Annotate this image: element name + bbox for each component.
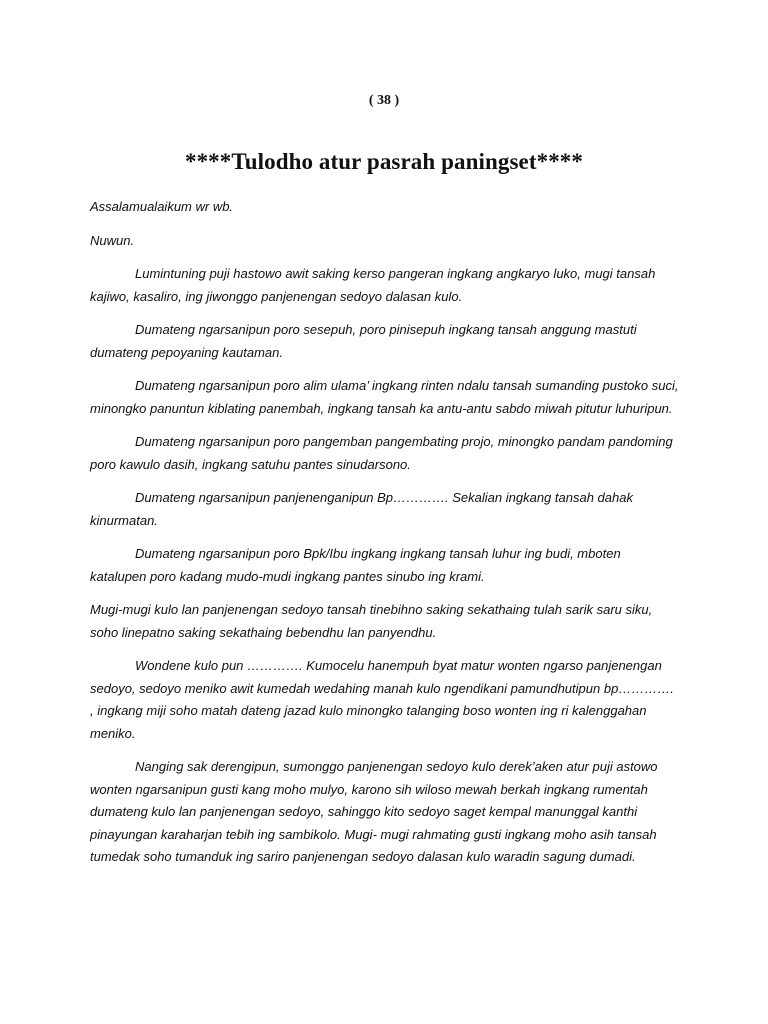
- opening-praise-paragraph: Lumintuning puji hastowo awit saking kerso pangeran ingkang angkaryo luko, mugi tansah kajiwo, kasaliro, ing jiwonggo panjenengan sedoyo dalasan kulo.: [90, 266, 656, 304]
- address-officials-paragraph: Dumateng ngarsanipun poro pangemban pangembating projo, minongko pandam pandoming poro kawulo dasih, ingkang satuhu pantes sinudarsono.: [90, 434, 673, 472]
- address-host-paragraph: Dumateng ngarsanipun panjenenganipun Bp…………. Sekalian ingkang tansah dahak kinurmatan.: [90, 490, 633, 528]
- page-title: ****Tulodho atur pasrah paningset****: [184, 149, 583, 174]
- address-elders-paragraph: Dumateng ngarsanipun poro sesepuh, poro pinisepuh ingkang tansah anggung mastuti dumateng pepoyaning kautaman.: [90, 322, 637, 360]
- address-guests-paragraph: Dumateng ngarsanipun poro Bpk/Ibu ingkang ingkang tansah luhur ing budi, mboten katalupen poro kadang mudo-mudi ingkang pantes sinubo ing krami.: [90, 546, 621, 584]
- closing-praise-paragraph: Nanging sak derengipun, sumonggo panjenengan sedoyo kulo derek’aken atur puji astowo wonten ngarsanipun gusti kang moho mulyo, karono sih wiloso mewah berkah ingkang rumentah dumateng kulo lan panjenengan sedoyo, sahinggo kito sedoyo saget kempal manunggal kanthi pinayungan karaharjan tebih ing sambikolo. Mugi- mugi rahmating gusti ingkang moho asih tansah tumedak soho tumanduk ing sariro panjenengan sedoyo dalasan kulo waradin sagung dumadi.: [90, 759, 658, 864]
- address-ulama-paragraph: Dumateng ngarsanipun poro alim ulama’ ingkang rinten ndalu tansah sumanding pustoko suci, minongko panuntun kiblating panembah, ingkang tansah ka antu-antu sabdo miwah pitutur luhuripun.: [90, 378, 679, 416]
- speaker-introduction-paragraph: Wondene kulo pun …………. Kumocelu hanempuh byat matur wonten ngarso panjenengan sedoyo, sedoyo meniko awit kumedah wedahing manah kulo ngendikani pamundhutipun bp…………. , ingkang miji soho matah dateng jazad kulo minongko talanging boso wonten ing ri kalenggahan meniko.: [90, 658, 674, 741]
- document-body: [90, 196, 680, 880]
- nuwun-paragraph: Nuwun.: [90, 232, 135, 248]
- page-number: ( 38 ): [368, 93, 400, 108]
- prayer-paragraph: Mugi-mugi kulo lan panjenengan sedoyo tansah tinebihno saking sekathaing tulah sarik saru siku, soho linepatno saking sekathaing bebendhu lan panyendhu.: [90, 602, 653, 640]
- salutation-paragraph: Assalamualaikum wr wb.: [90, 199, 234, 214]
